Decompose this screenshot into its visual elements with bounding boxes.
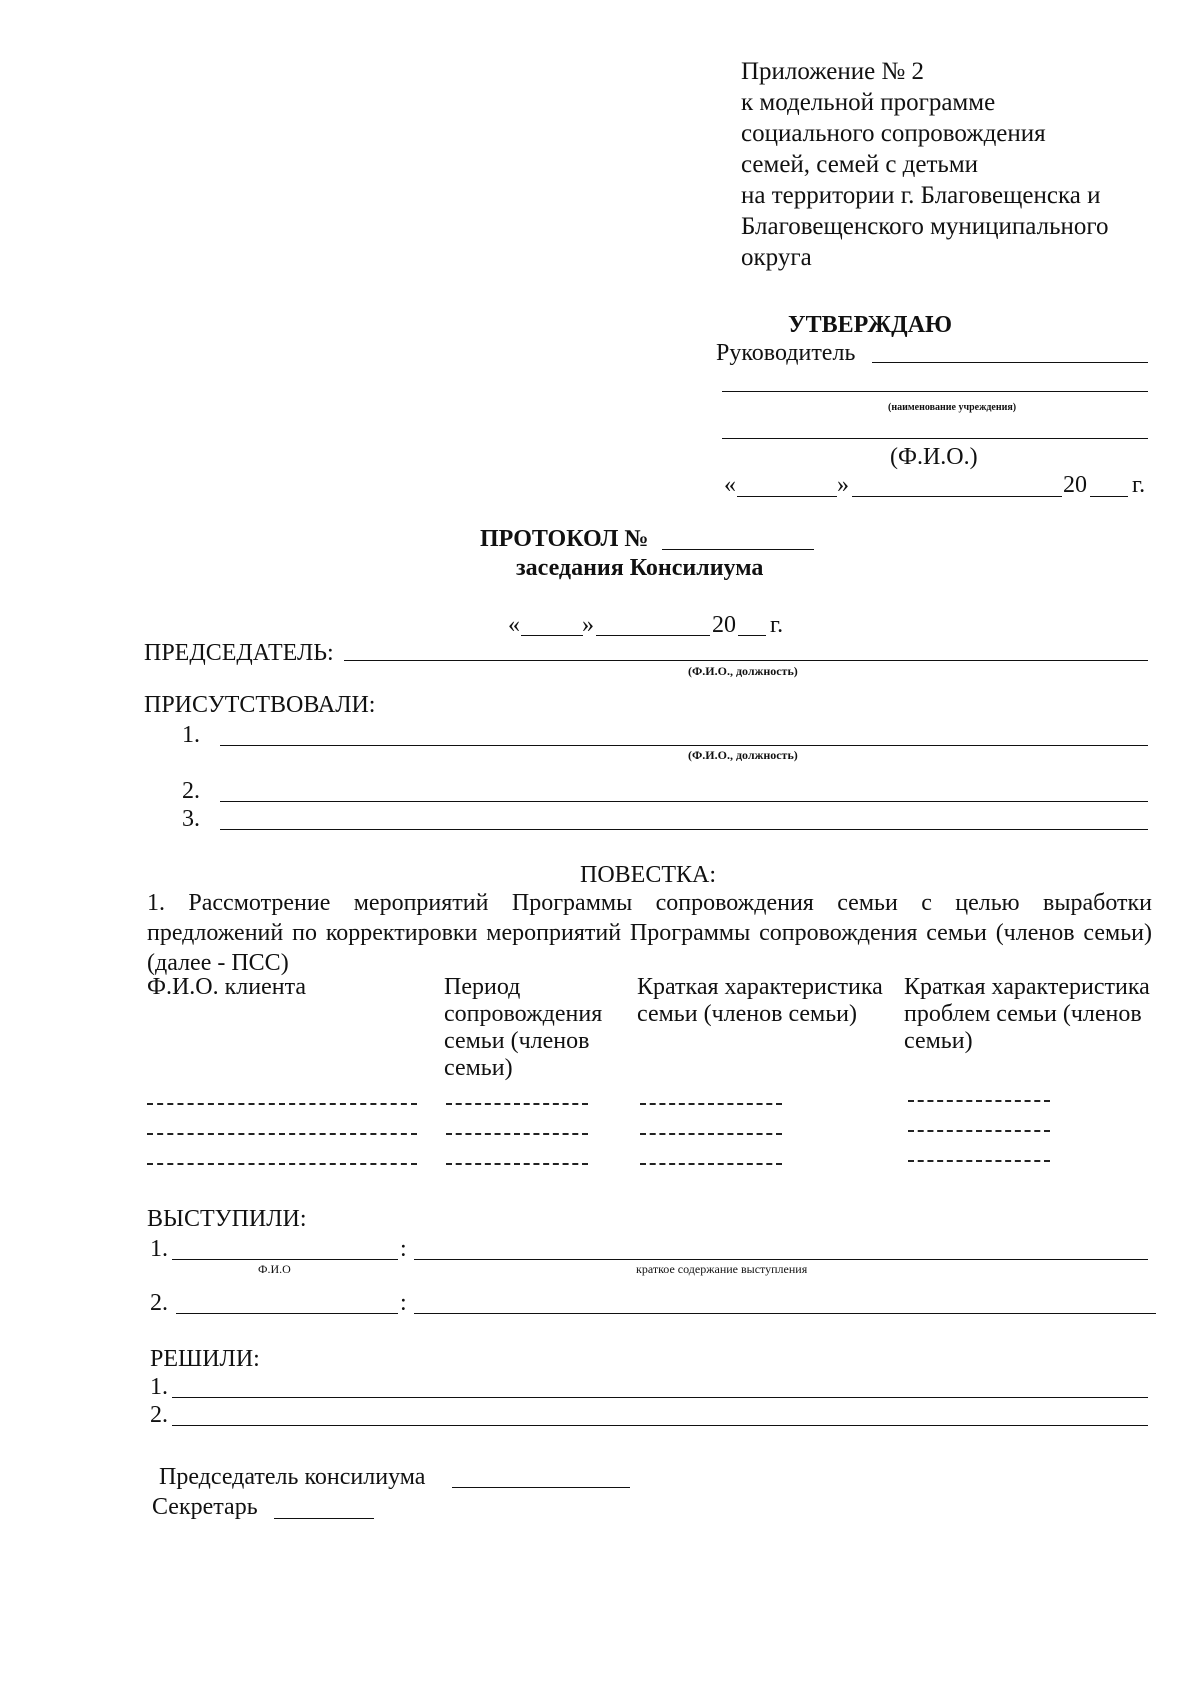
speakers-fio-caption: Ф.И.О <box>258 1262 291 1276</box>
table-row-1-col-4 <box>908 1100 1050 1102</box>
appendix-line-6: Благовещенского муниципального <box>741 213 1109 240</box>
approval-institution-caption: (наименование учреждения) <box>888 402 1017 413</box>
protocol-number-line <box>662 549 814 550</box>
table-row-1-col-1 <box>147 1103 417 1105</box>
signature-secretary-label: Секретарь <box>152 1494 258 1520</box>
speakers-item-1-content-line <box>414 1259 1148 1260</box>
approval-date-close-quote: » <box>837 472 849 498</box>
speakers-item-1-number: 1. <box>150 1236 168 1262</box>
appendix-line-5: на территории г. Благовещенска и <box>741 182 1101 209</box>
approval-year-prefix: 20 <box>1063 472 1087 498</box>
present-item-3-line <box>220 829 1148 830</box>
decided-label: РЕШИЛИ: <box>150 1346 260 1372</box>
appendix-line-7: округа <box>741 244 812 271</box>
approval-day-line <box>737 496 837 497</box>
present-item-3-number: 3. <box>182 806 200 832</box>
protocol-date-close-quote: » <box>582 612 594 638</box>
appendix-line-1: Приложение № 2 <box>741 58 925 85</box>
protocol-title: ПРОТОКОЛ № <box>480 526 649 552</box>
agenda-heading: ПОВЕСТКА: <box>580 862 717 888</box>
table-row-3-col-1 <box>147 1163 417 1165</box>
chairman-caption: (Ф.И.О., должность) <box>688 664 798 678</box>
signature-chair-line <box>452 1487 630 1488</box>
speakers-item-2-content-line <box>414 1313 1156 1314</box>
table-row-3-col-2 <box>446 1163 588 1165</box>
present-caption: (Ф.И.О., должность) <box>688 748 798 762</box>
approval-head-line <box>872 362 1148 363</box>
chairman-label: ПРЕДСЕДАТЕЛЬ: <box>144 640 334 666</box>
speakers-item-1-colon: : <box>400 1236 407 1262</box>
present-item-2-number: 2. <box>182 778 200 804</box>
present-item-2-line <box>220 801 1148 802</box>
protocol-subtitle: заседания Консилиума <box>516 555 764 581</box>
approval-head-label: Руководитель <box>716 340 856 366</box>
table-row-1-col-3 <box>640 1103 782 1105</box>
protocol-date-open-quote: « <box>508 612 520 638</box>
signature-chair-label: Председатель консилиума <box>159 1464 426 1490</box>
chairman-line <box>344 660 1148 661</box>
present-item-1-line <box>220 745 1148 746</box>
protocol-year-line <box>738 635 766 636</box>
speakers-label: ВЫСТУПИЛИ: <box>147 1206 307 1232</box>
protocol-year-prefix: 20 <box>712 612 736 638</box>
approval-month-line <box>852 496 1062 497</box>
appendix-line-3: социального сопровождения <box>741 120 1046 147</box>
approval-year-suffix: г. <box>1132 472 1146 498</box>
column-family-problems: Краткая характеристика проблем семьи (членов семьи) <box>904 974 1150 1054</box>
approval-institution-line <box>722 391 1148 392</box>
protocol-year-suffix: г. <box>770 612 784 638</box>
approval-fio-caption: (Ф.И.О.) <box>890 444 978 470</box>
speakers-item-2-fio-line <box>176 1313 398 1314</box>
decided-item-2-number: 2. <box>150 1402 168 1428</box>
table-row-3-col-4 <box>908 1160 1050 1162</box>
appendix-line-4: семей, семей с детьми <box>741 151 979 178</box>
speakers-item-1-fio-line <box>172 1259 398 1260</box>
table-row-3-col-3 <box>640 1163 782 1165</box>
appendix-line-2: к модельной программе <box>741 89 996 116</box>
protocol-month-line <box>596 635 710 636</box>
column-family-description: Краткая характеристика семьи (членов семьи) <box>637 974 883 1027</box>
speakers-content-caption: краткое содержание выступления <box>636 1262 808 1276</box>
table-row-1-col-2 <box>446 1103 588 1105</box>
approval-fio-line <box>722 438 1148 439</box>
table-row-2-col-4 <box>908 1130 1050 1132</box>
decided-item-1-line <box>172 1397 1148 1398</box>
present-item-1-number: 1. <box>182 722 200 748</box>
approval-date-open-quote: « <box>724 472 736 498</box>
column-support-period: Период сопровождения семьи (членов семьи) <box>444 974 603 1081</box>
decided-item-1-number: 1. <box>150 1374 168 1400</box>
decided-item-2-line <box>172 1425 1148 1426</box>
approval-heading: УТВЕРЖДАЮ <box>788 312 953 338</box>
table-row-2-col-1 <box>147 1133 417 1135</box>
protocol-day-line <box>521 635 583 636</box>
speakers-item-2-number: 2. <box>150 1290 168 1316</box>
agenda-text: 1. Рассмотрение мероприятий Программы сопровождения семьи с целью выработки предложений по корректировки мероприятий Программы сопровождения семьи (членов семьи) (далее - ПСС) <box>147 890 1152 976</box>
table-row-2-col-2 <box>446 1133 588 1135</box>
column-client-name: Ф.И.О. клиента <box>147 974 307 1000</box>
table-row-2-col-3 <box>640 1133 782 1135</box>
speakers-item-2-colon: : <box>400 1290 407 1316</box>
present-label: ПРИСУТСТВОВАЛИ: <box>144 692 376 718</box>
signature-secretary-line <box>274 1518 374 1519</box>
approval-year-line <box>1090 496 1128 497</box>
